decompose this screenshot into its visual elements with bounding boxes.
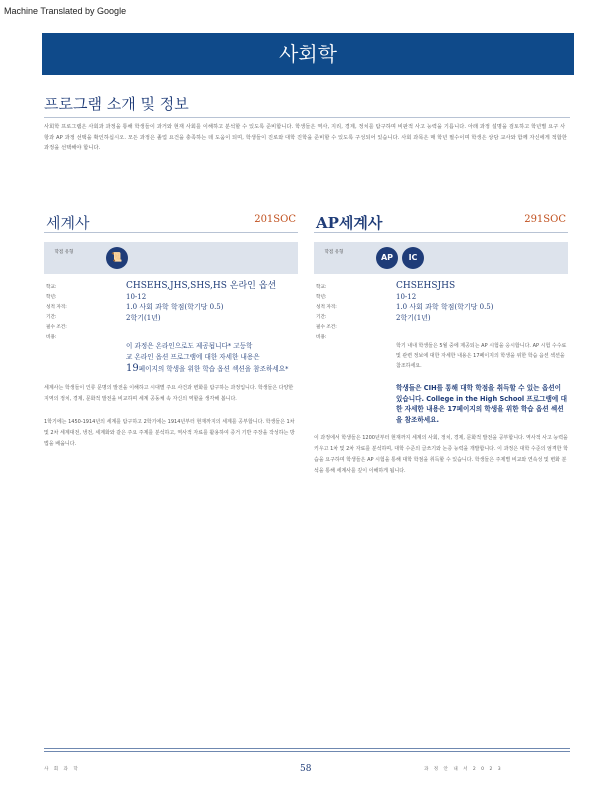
footer-right-text: 과 정 안 내 서 2 0 2 3 bbox=[424, 767, 503, 772]
course-title: AP세계사 bbox=[316, 214, 383, 232]
credit-type-band bbox=[314, 242, 568, 274]
callout-line: 이 과정은 온라인으로도 제공됩니다* 고등학 bbox=[126, 342, 253, 350]
callout-line bbox=[126, 363, 298, 375]
value-school: CHSEHS,JHS,SHS,HS 온라인 옵션 bbox=[126, 281, 277, 291]
value-school: CHSEHSJHS bbox=[396, 281, 456, 291]
value-grade: 10-12 bbox=[396, 292, 417, 301]
info-labels bbox=[46, 283, 67, 343]
machine-translation-label: Machine Translated by Google bbox=[4, 6, 127, 16]
label-school: 학교: bbox=[46, 285, 57, 290]
ap-badge-icon: AP bbox=[376, 247, 398, 269]
credit-type-label: 학점 유형 bbox=[324, 250, 344, 255]
ap-exam-callout: 학기 내내 학생들은 5월 중에 제공되는 AP 시험을 응시합니다. AP 시험 수수료 및 관련 정보에 대한 자세한 내용은 17페이지의 학생을 위한 학습 옵션 섹션을 참조하세요. bbox=[396, 343, 567, 369]
label-prereq: 필수 조건: bbox=[316, 325, 337, 330]
value-credit: 1.0 사회 과학 학점(학기당 0.5) bbox=[126, 303, 224, 311]
label-grade: 학년: bbox=[316, 295, 327, 300]
label-prereq: 필수 조건: bbox=[46, 325, 67, 330]
value-length: 2학기(1년) bbox=[396, 313, 431, 322]
course-header bbox=[44, 210, 298, 233]
course-info bbox=[314, 281, 568, 340]
page-title-banner: 사회학 bbox=[42, 33, 574, 75]
footer-left-text: 사 회 과 학 bbox=[44, 767, 80, 772]
course-header bbox=[314, 210, 568, 233]
label-grade: 학년: bbox=[46, 295, 57, 300]
info-labels bbox=[316, 283, 337, 343]
info-values bbox=[126, 281, 276, 323]
college-credit-icon: IC bbox=[402, 247, 424, 269]
page-number: 58 bbox=[300, 764, 312, 774]
credit-type-band bbox=[44, 242, 298, 274]
info-values bbox=[396, 281, 494, 323]
course-description-2: 1학기에는 1450-1914년의 세계를 탐구하고 2학기에는 1914년부터 현재까지의 세계를 공부합니다. 학생들은 1차 및 2차 세계대전, 냉전, 세계화와 같은 주요 주제를 분석하고, 역사적 자료를 활용하여 증거 기반 주장을 작성하는 방법을 배웁니다. bbox=[44, 419, 295, 447]
online-option-callout bbox=[126, 341, 298, 375]
course-code: 201SOC bbox=[254, 214, 296, 225]
course-code: 291SOC bbox=[524, 214, 566, 225]
college-credit-callout: 학생들은 CIH를 통해 대학 학점을 취득할 수 있는 옵션이 있습니다. College in the High School 프로그램에 대한 자세한 내용은 17페이지의 학생을 위한 학습 옵션 섹션을 참조하세요. bbox=[396, 384, 567, 424]
footer-divider bbox=[44, 748, 570, 749]
value-grade: 10-12 bbox=[126, 292, 147, 301]
footer-divider-2 bbox=[44, 751, 570, 752]
callout-line: 교 온라인 옵션 프로그램에 대한 자세한 내용은 bbox=[126, 353, 260, 361]
label-length: 기간: bbox=[46, 315, 57, 320]
label-cost: 비용: bbox=[316, 335, 327, 340]
value-credit: 1.0 사회 과학 학점(학기당 0.5) bbox=[396, 303, 494, 311]
label-credit: 성적 자격: bbox=[46, 305, 67, 310]
label-length: 기간: bbox=[316, 315, 327, 320]
value-length: 2학기(1년) bbox=[126, 313, 161, 322]
course-world-history bbox=[44, 210, 298, 450]
label-school: 학교: bbox=[316, 285, 327, 290]
course-description: 세계사는 학생들이 인류 문명의 발전을 이해하고 시대별 주요 사건과 변화를 탐구하는 과정입니다. 학생들은 다양한 지역의 정치, 경제, 문화적 발전을 비교하며 세계 공동체 속 자신의 역할을 생각해 봅니다. bbox=[44, 385, 294, 402]
course-info bbox=[44, 281, 298, 340]
label-credit: 성적 자격: bbox=[316, 305, 337, 310]
course-ap-world-history bbox=[314, 210, 568, 477]
course-description: 이 과정에서 학생들은 1200년부터 현재까지 세계의 사회, 정치, 경제, 문화적 발전을 공부합니다. 역사적 사고 능력을 키우고 1차 및 2차 자료를 분석하며, 대학 수준의 글쓰기와 논증 능력을 개발합니다. 이 과정은 대학 수준의 엄격한 학습을 요구하며 학생들은 AP 시험을 통해 대학 학점을 취득할 수 있습니다. 학생들은 주제별 비교와 연속성 및 변화 분석을 통해 세계사를 깊이 이해하게 됩니다. bbox=[314, 435, 568, 474]
history-book-icon: 📜 bbox=[106, 247, 128, 269]
label-cost: 비용: bbox=[46, 335, 57, 340]
callout-rest: 페이지의 학생을 위한 학습 옵션 섹션을 참조하세요* bbox=[138, 365, 289, 373]
callout-page-number: 19 bbox=[126, 363, 139, 374]
section-heading: 프로그램 소개 및 정보 bbox=[44, 93, 570, 118]
intro-paragraph: 사회학 프로그램은 사회과 과정을 통해 학생들이 과거와 현재 사회를 이해하고 분석할 수 있도록 준비합니다. 학생들은 역사, 지리, 경제, 정치를 탐구하며 비판적 사고 능력을 기릅니다. 아래 과정 설명을 검토하고 학년별 요구 사항과 AP 과정 선택을 확인하십시오. 모든 과정은 졸업 요건을 충족하는 데 도움이 되며, 학생들이 진로와 대학 진학을 준비할 수 있도록 구성되어 있습니다. 사회 과목은 매 학년 필수이며 학생은 상담 교사와 함께 자신에게 적합한 과정을 선택해야 합니다. bbox=[44, 124, 567, 151]
credit-type-label: 학점 유형 bbox=[54, 250, 74, 255]
course-title: 세계사 bbox=[46, 214, 90, 232]
